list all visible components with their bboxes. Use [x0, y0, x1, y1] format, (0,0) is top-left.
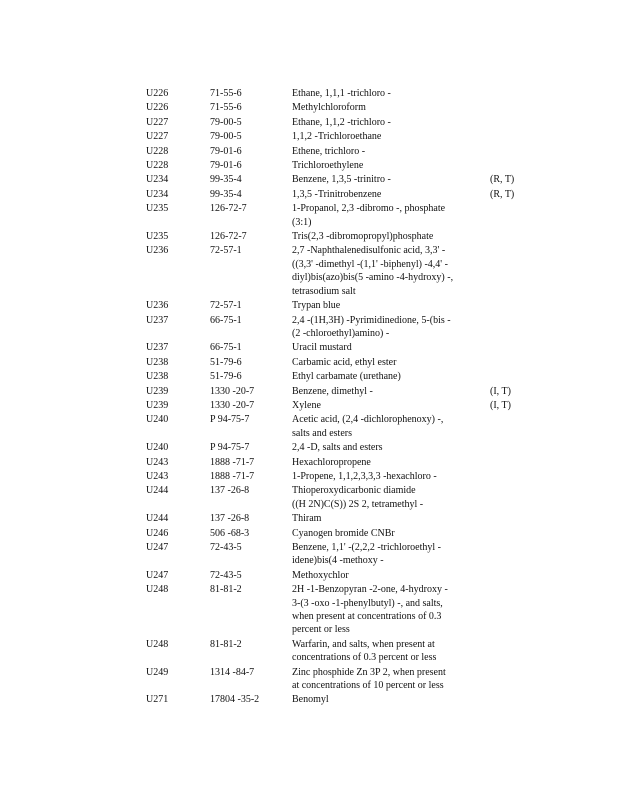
table-row [146, 341, 546, 354]
waste-code: U247 [146, 542, 169, 553]
substance-name-line: tetrasodium salt [292, 285, 356, 297]
cas-number: 1330 -20-7 [210, 385, 255, 397]
substance-name-line: 2,4 -D, salts and esters [292, 442, 383, 454]
waste-code: U240 [146, 442, 169, 454]
cas-number: 126-72-7 [210, 203, 247, 215]
waste-code: U228 [146, 160, 169, 172]
cas-number: 71-55-6 [210, 88, 242, 99]
cas-number: P 94-75-7 [210, 442, 250, 454]
cas-number: 72-43-5 [210, 569, 242, 581]
substance-name-line: 1,1,2 -Trichloroethane [292, 131, 382, 143]
substance-name [292, 230, 480, 243]
cas-number: 79-01-6 [210, 145, 242, 157]
cas-number: 66-75-1 [210, 342, 242, 354]
substance-name-line: ((3,3' -dimethyl -(1,1' -biphenyl) -4,4' - [292, 258, 448, 270]
waste-code: U247 [146, 569, 169, 581]
hazardous-waste-table [146, 87, 546, 708]
waste-code: U234 [146, 188, 169, 200]
cas-number: 66-75-1 [210, 314, 242, 326]
waste-code: U238 [146, 371, 169, 383]
substance-name-line: Ethane, 1,1,2 -trichloro - [292, 116, 391, 128]
substance-name-line: Benomyl [292, 694, 329, 706]
substance-name-line: 3-(3 -oxo -1-phenylbutyl) -, and salts, [292, 597, 443, 609]
substance-name-line: Zinc phosphide Zn 3P 2, when present [292, 666, 446, 678]
substance-name-line: Thiram [292, 513, 322, 525]
hazard-code: (R, T) [490, 188, 515, 200]
waste-code: U228 [146, 145, 169, 157]
table-row [146, 173, 546, 186]
substance-name [292, 341, 480, 354]
cas-number: 1314 -84-7 [210, 666, 255, 678]
table-row [146, 666, 546, 693]
cas-number: 1888 -71-7 [210, 470, 255, 482]
waste-code: U243 [146, 456, 169, 468]
substance-name-line: Warfarin, and salts, when present at [292, 638, 435, 650]
substance-name [292, 173, 480, 186]
waste-code: U227 [146, 116, 169, 128]
table-row [146, 101, 546, 114]
substance-name [292, 188, 480, 201]
substance-name-line: 2,4 -(1H,3H) -Pyrimidinedione, 5-(bis - [292, 314, 451, 326]
waste-code: U227 [146, 131, 169, 143]
cas-number: 72-57-1 [210, 245, 242, 257]
waste-code: U236 [146, 300, 169, 312]
substance-name-line: 2H -1-Benzopyran -2-one, 4-hydroxy - [292, 584, 448, 596]
substance-name [292, 299, 480, 312]
cas-number: 72-43-5 [210, 542, 242, 553]
table-row [146, 130, 546, 143]
substance-name-line: 1-Propene, 1,1,2,3,3,3 -hexachloro - [292, 470, 437, 482]
substance-name [292, 413, 480, 440]
substance-name [292, 116, 480, 129]
cas-number: 81-81-2 [210, 638, 242, 650]
table-row [146, 470, 546, 483]
cas-number: 72-57-1 [210, 300, 242, 312]
table-row [146, 527, 546, 540]
hazard-code: (R, T) [490, 174, 515, 186]
substance-name-line: Xylene [292, 399, 321, 411]
table-row [146, 541, 546, 568]
cas-number: 1888 -71-7 [210, 456, 255, 468]
substance-name [292, 583, 480, 637]
substance-name-line: Benzene, 1,1' -(2,2,2 -trichloroethyl - [292, 542, 441, 553]
waste-code: U234 [146, 174, 169, 186]
substance-name-line: 2,7 -Naphthalenedisulfonic acid, 3,3' - [292, 245, 446, 257]
table-row [146, 202, 546, 229]
waste-code: U244 [146, 485, 169, 497]
table-row [146, 385, 546, 398]
substance-name-line: Hexachloropropene [292, 456, 371, 468]
waste-code: U239 [146, 385, 169, 397]
substance-name [292, 101, 480, 114]
waste-code: U236 [146, 245, 169, 257]
table-row [146, 484, 546, 511]
cas-number: 99-35-4 [210, 174, 242, 186]
substance-name-line: (2 -chloroethyl)amino) - [292, 327, 390, 339]
substance-name-line: Trypan blue [292, 300, 341, 312]
substance-name [292, 87, 480, 100]
substance-name-line: Benzene, dimethyl - [292, 385, 373, 397]
substance-name [292, 130, 480, 143]
substance-name-line: at concentrations of 10 percent or less [292, 680, 444, 692]
waste-code: U244 [146, 513, 169, 525]
substance-name-line: Methoxychlor [292, 569, 349, 581]
table-row [146, 512, 546, 525]
waste-code: U237 [146, 342, 169, 354]
cas-number: 79-00-5 [210, 131, 242, 143]
cas-number: 81-81-2 [210, 584, 242, 596]
cas-number: 79-01-6 [210, 160, 242, 172]
table-row [146, 693, 546, 706]
substance-name-line: Tris(2,3 -dibromopropyl)phosphate [292, 231, 434, 243]
waste-code: U249 [146, 666, 169, 678]
substance-name [292, 512, 480, 525]
cas-number: 17804 -35-2 [210, 694, 260, 706]
cas-number: 506 -68-3 [210, 527, 250, 539]
table-row [146, 583, 546, 637]
substance-name-line: Benzene, 1,3,5 -trinitro - [292, 174, 391, 186]
substance-name-line: 1-Propanol, 2,3 -dibromo -, phosphate [292, 203, 446, 215]
cas-number: 71-55-6 [210, 102, 242, 114]
hazard-code: (I, T) [490, 385, 511, 397]
substance-name [292, 693, 480, 706]
substance-name [292, 569, 480, 582]
cas-number: 126-72-7 [210, 231, 247, 243]
substance-name-line: 1,3,5 -Trinitrobenzene [292, 188, 382, 200]
table-row [146, 370, 546, 383]
table-row [146, 441, 546, 454]
substance-name-line: Cyanogen bromide CNBr [292, 527, 395, 539]
substance-name [292, 470, 480, 483]
cas-number: P 94-75-7 [210, 414, 250, 426]
cas-number: 99-35-4 [210, 188, 242, 200]
waste-code: U238 [146, 356, 169, 368]
substance-name-line: Thioperoxydicarbonic diamide [292, 485, 416, 497]
cas-number: 137 -26-8 [210, 513, 250, 525]
waste-code: U243 [146, 470, 169, 482]
waste-code: U248 [146, 584, 169, 596]
table-row [146, 230, 546, 243]
hazard-code: (I, T) [490, 399, 511, 411]
table-row [146, 299, 546, 312]
substance-name [292, 356, 480, 369]
substance-name [292, 441, 480, 454]
substance-name-line: when present at concentrations of 0.3 [292, 611, 442, 623]
table-row [146, 159, 546, 172]
substance-name-line: Ethene, trichloro - [292, 145, 366, 157]
waste-code: U246 [146, 527, 169, 539]
substance-name-line: Acetic acid, (2,4 -dichlorophenoxy) -, [292, 414, 444, 426]
table-row [146, 145, 546, 158]
substance-name [292, 314, 480, 341]
substance-name-line: Trichloroethylene [292, 160, 364, 172]
substance-name-line: diyl)bis(azo)bis(5 -amino -4-hydroxy) -, [292, 272, 454, 284]
substance-name [292, 484, 480, 511]
table-row [146, 569, 546, 582]
cas-number: 137 -26-8 [210, 485, 250, 497]
substance-name [292, 370, 480, 383]
substance-name-line: percent or less [292, 624, 350, 636]
waste-code: U226 [146, 102, 169, 114]
substance-name [292, 145, 480, 158]
cas-number: 51-79-6 [210, 356, 242, 368]
substance-name [292, 202, 480, 229]
table-row [146, 356, 546, 369]
table-row [146, 87, 546, 100]
substance-name-line: concentrations of 0.3 percent or less [292, 652, 437, 664]
table-row [146, 456, 546, 469]
substance-name [292, 385, 480, 398]
waste-code: U239 [146, 399, 169, 411]
cas-number: 1330 -20-7 [210, 399, 255, 411]
substance-name-line: Carbamic acid, ethyl ester [292, 356, 397, 368]
cas-number: 79-00-5 [210, 116, 242, 128]
row-spacer [146, 707, 546, 708]
substance-name [292, 638, 480, 665]
waste-code: U226 [146, 88, 169, 99]
substance-name-line: Ethane, 1,1,1 -trichloro - [292, 88, 391, 99]
waste-code: U235 [146, 231, 169, 243]
substance-name-line: ((H 2N)C(S)) 2S 2, tetramethyl - [292, 498, 424, 510]
waste-code: U237 [146, 314, 169, 326]
substance-name-line: salts and esters [292, 427, 352, 439]
substance-name-line: Uracil mustard [292, 342, 352, 354]
cas-number: 51-79-6 [210, 371, 242, 383]
waste-code: U271 [146, 694, 169, 706]
table-row [146, 188, 546, 201]
substance-name [292, 244, 480, 298]
substance-name [292, 666, 480, 693]
substance-name-line: idene)bis(4 -methoxy - [292, 555, 384, 567]
substance-name-line: (3:1) [292, 216, 312, 228]
waste-code: U248 [146, 638, 169, 650]
table-row [146, 413, 546, 440]
waste-code: U240 [146, 414, 169, 426]
substance-name-line: Methylchloroform [292, 102, 366, 114]
substance-name [292, 159, 480, 172]
waste-code: U235 [146, 203, 169, 215]
table-row [146, 399, 546, 412]
substance-name [292, 399, 480, 412]
table-row [146, 244, 546, 298]
table-row [146, 116, 546, 129]
table-row [146, 314, 546, 341]
substance-name [292, 527, 480, 540]
substance-name-line: Ethyl carbamate (urethane) [292, 371, 401, 383]
substance-name [292, 541, 480, 568]
table-row [146, 638, 546, 665]
substance-name [292, 456, 480, 469]
